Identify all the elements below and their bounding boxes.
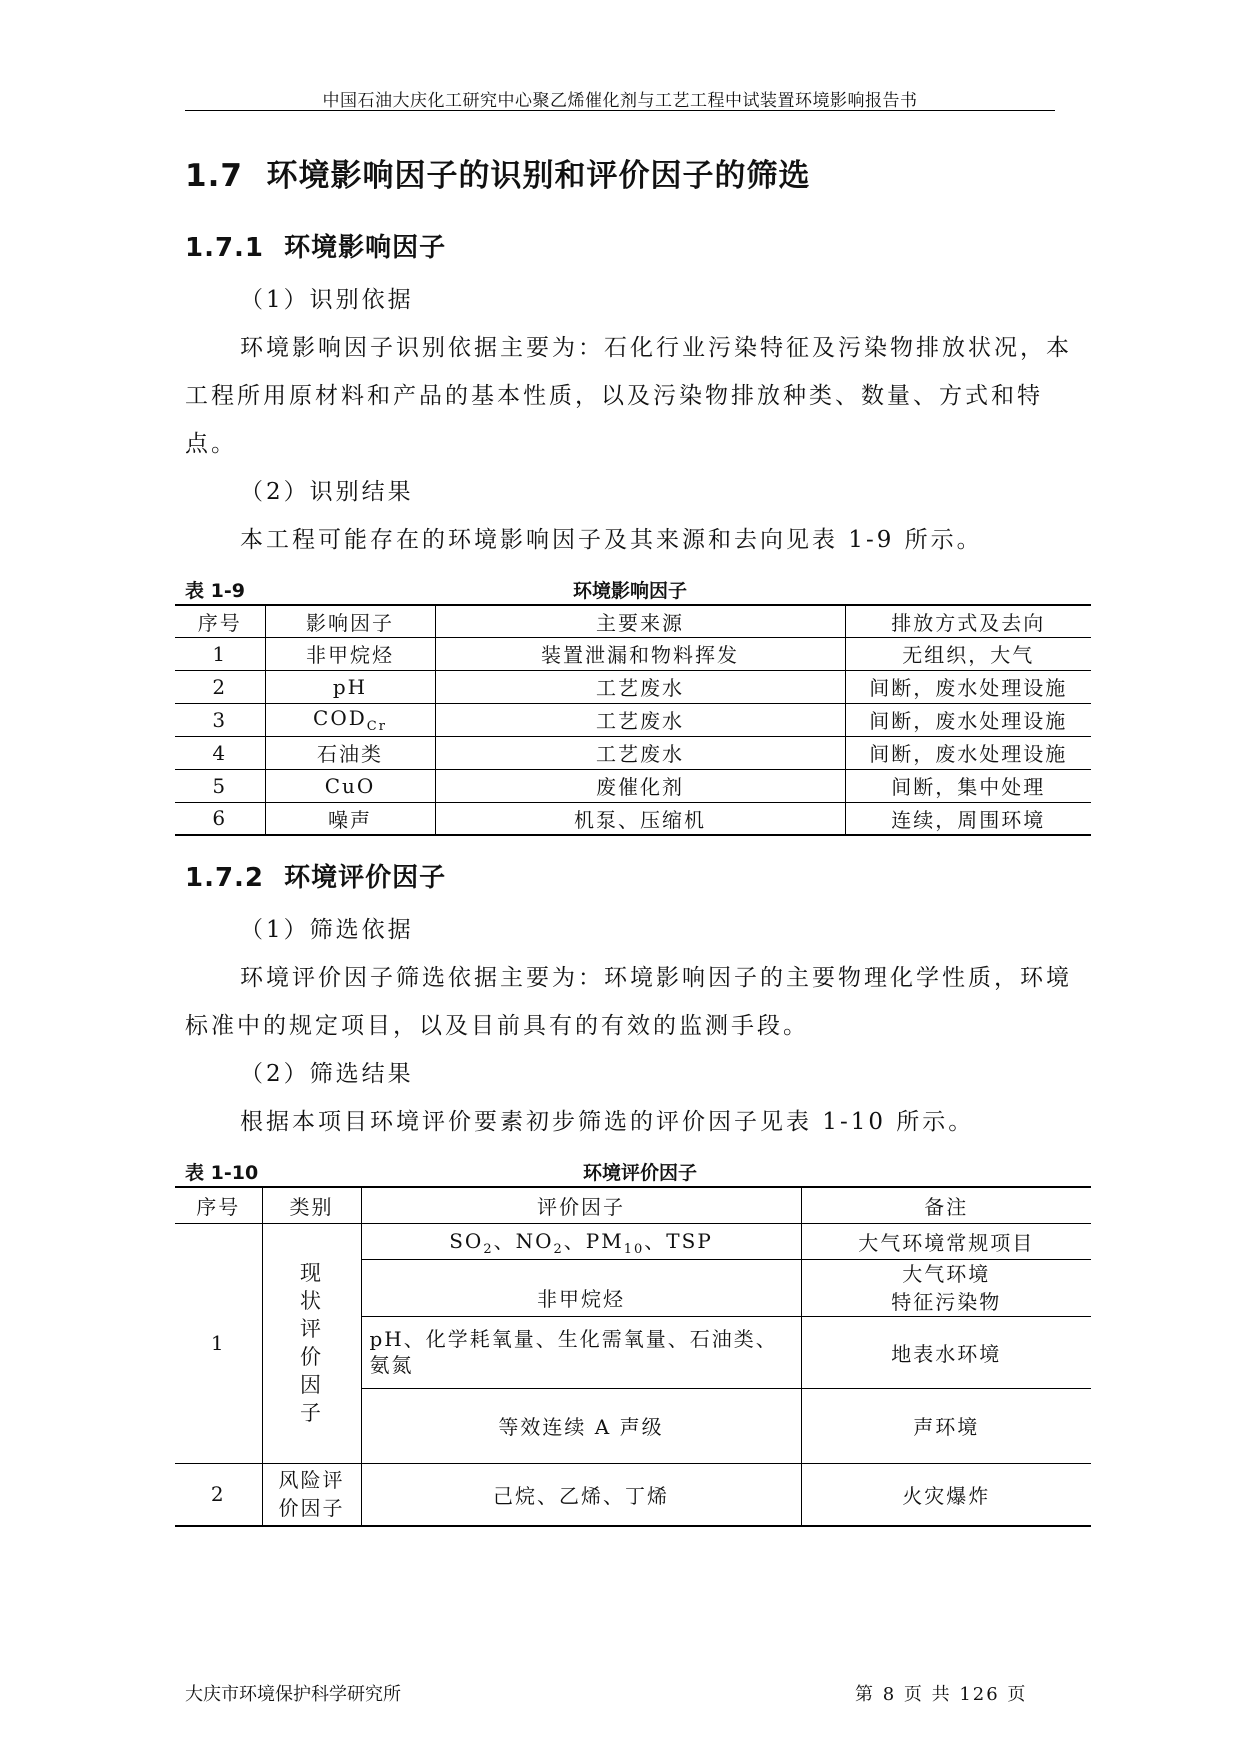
factor-part: SO xyxy=(449,1229,484,1253)
cell-factor: 己烷、乙烯、丁烯 xyxy=(361,1463,801,1526)
category-line: 价因子 xyxy=(278,1496,345,1521)
table-1-9-number: 表 1-9 xyxy=(185,580,245,602)
cell-note: 声环境 xyxy=(801,1388,1091,1463)
section-title-1-7-1: 1.7.1 环境影响因子 xyxy=(185,233,447,263)
cell-discharge: 无组织，大气 xyxy=(845,637,1091,670)
note-line: 特征污染物 xyxy=(891,1289,1002,1314)
cell-no: 4 xyxy=(175,736,265,769)
header-cell: 序号 xyxy=(175,1187,262,1223)
table-row xyxy=(175,703,1091,736)
cell-discharge: 间断，废水处理设施 xyxy=(845,670,1091,703)
table-1-10-number: 表 1-10 xyxy=(185,1162,259,1184)
table-1-10 xyxy=(175,1186,1091,1527)
table-header-row xyxy=(175,1187,1091,1223)
cell-discharge: 间断，集中处理 xyxy=(845,769,1091,802)
cell-note: 地表水环境 xyxy=(801,1316,1091,1388)
footer-page-number: 第 8 页 共 126 页 xyxy=(855,1684,1028,1705)
cell-source: 废催化剂 xyxy=(435,769,845,802)
cell-factor: 非甲烷烃 xyxy=(265,637,435,670)
cell-source: 装置泄漏和物料挥发 xyxy=(435,637,845,670)
table-row xyxy=(175,670,1091,703)
table-row xyxy=(175,1223,1091,1259)
basis-heading-1: （1）识别依据 xyxy=(240,287,414,313)
header-cell: 影响因子 xyxy=(265,605,435,637)
table-row xyxy=(175,637,1091,670)
factor-subscript: 10 xyxy=(623,1242,645,1257)
cell-factor xyxy=(265,703,435,736)
factor-subscript: 2 xyxy=(553,1242,564,1257)
result-heading-2: （2）筛选结果 xyxy=(240,1061,414,1087)
cell-category xyxy=(262,1463,361,1526)
note-line: 大气环境 xyxy=(902,1261,991,1286)
factor-part: 、NO xyxy=(493,1229,554,1253)
factor-subscript: 2 xyxy=(483,1242,494,1257)
cell-discharge: 间断，废水处理设施 xyxy=(845,703,1091,736)
cell-category xyxy=(262,1223,361,1463)
basis-heading-2: （1）筛选依据 xyxy=(240,917,414,943)
cell-no: 6 xyxy=(175,802,265,835)
table-row xyxy=(175,736,1091,769)
basis-paragraph-1: 环境影响因子识别依据主要为：石化行业污染特征及污染物排放状况，本工程所用原材料和产品的基本性质，以及污染物排放种类、数量、方式和特点。 xyxy=(185,335,1072,457)
header-cell: 序号 xyxy=(175,605,265,637)
basis-paragraph-2: 环境评价因子筛选依据主要为：环境影响因子的主要物理化学性质，环境标准中的规定项目，以及目前具有的有效的监测手段。 xyxy=(185,965,1072,1039)
cell-factor: pH、化学耗氧量、生化需氧量、石油类、氨氮 xyxy=(361,1316,801,1388)
cell-source: 机泵、压缩机 xyxy=(435,802,845,835)
category-vertical-text: 现状评价因子 xyxy=(300,1261,323,1425)
cell-factor: 等效连续 A 声级 xyxy=(361,1388,801,1463)
category-line: 风险评 xyxy=(278,1468,345,1493)
table-1-10-title: 环境评价因子 xyxy=(582,1162,697,1184)
cell-no: 2 xyxy=(175,670,265,703)
result-heading-1: （2）识别结果 xyxy=(240,479,414,505)
cell-source: 工艺废水 xyxy=(435,670,845,703)
cell-factor xyxy=(361,1223,801,1259)
table-row xyxy=(175,802,1091,835)
section-title-1-7: 1.7 环境影响因子的识别和评价因子的筛选 xyxy=(185,158,811,194)
cell-source: 工艺废水 xyxy=(435,703,845,736)
header-cell: 排放方式及去向 xyxy=(845,605,1091,637)
section-title-1-7-2: 1.7.2 环境评价因子 xyxy=(185,863,447,893)
factor-part: 、TSP xyxy=(644,1229,713,1253)
cell-factor: pH xyxy=(265,670,435,703)
footer-organization: 大庆市环境保护科学研究所 xyxy=(185,1684,401,1705)
cell-factor: CuO xyxy=(265,769,435,802)
factor-part: 、PM xyxy=(563,1229,624,1253)
cell-discharge: 间断，废水处理设施 xyxy=(845,736,1091,769)
cell-source: 工艺废水 xyxy=(435,736,845,769)
running-header: 中国石油大庆化工研究中心聚乙烯催化剂与工艺工程中试装置环境影响报告书 xyxy=(322,91,918,111)
cell-factor: 石油类 xyxy=(265,736,435,769)
factor-subscript: Cr xyxy=(366,718,387,734)
cell-no: 1 xyxy=(175,1223,262,1463)
cell-factor: 非甲烷烃 xyxy=(361,1259,801,1316)
table-header-row xyxy=(175,605,1091,637)
cell-no: 3 xyxy=(175,703,265,736)
cell-discharge: 连续，周围环境 xyxy=(845,802,1091,835)
header-cell: 评价因子 xyxy=(361,1187,801,1223)
cell-note: 大气环境常规项目 xyxy=(801,1223,1091,1259)
table-1-9-title: 环境影响因子 xyxy=(572,580,687,602)
header-cell: 类别 xyxy=(262,1187,361,1223)
header-cell: 备注 xyxy=(801,1187,1091,1223)
header-divider xyxy=(185,110,1055,111)
table-row xyxy=(175,1463,1091,1526)
cell-note xyxy=(801,1259,1091,1316)
result-paragraph-2: 根据本项目环境评价要素初步筛选的评价因子见表 1-10 所示。 xyxy=(240,1109,975,1135)
cell-no: 5 xyxy=(175,769,265,802)
header-cell: 主要来源 xyxy=(435,605,845,637)
result-paragraph-1: 本工程可能存在的环境影响因子及其来源和去向见表 1-9 所示。 xyxy=(240,527,983,553)
cell-no: 1 xyxy=(175,637,265,670)
factor-text: COD xyxy=(313,705,367,730)
table-row xyxy=(175,769,1091,802)
cell-no: 2 xyxy=(175,1463,262,1526)
cell-factor: 噪声 xyxy=(265,802,435,835)
cell-note: 火灾爆炸 xyxy=(801,1463,1091,1526)
table-1-9 xyxy=(175,604,1091,836)
